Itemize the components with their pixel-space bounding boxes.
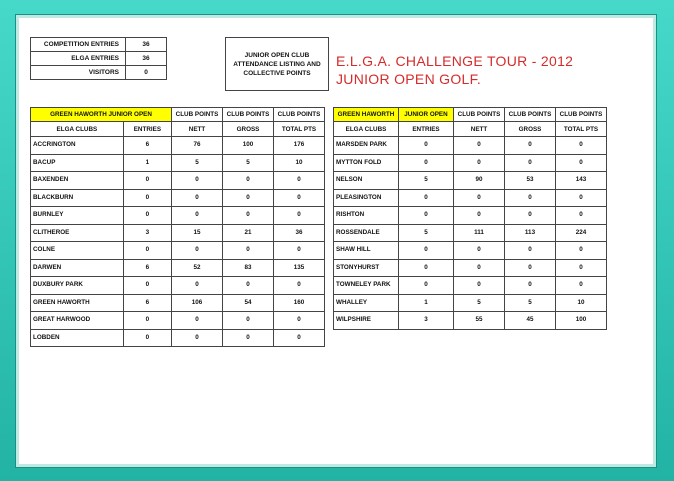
attendance-note-box [225, 37, 329, 91]
gross-cell: 0 [223, 207, 274, 225]
header-club: GREEN HAWORTH [334, 108, 399, 122]
table-row [31, 329, 325, 347]
entries-cell: 6 [123, 294, 171, 312]
table-row [31, 137, 325, 155]
table-row [334, 277, 607, 295]
entries-cell: 0 [123, 242, 171, 260]
summary-label: COMPETITION ENTRIES [31, 38, 126, 52]
table-row [31, 277, 325, 295]
entries-cell: 0 [399, 207, 454, 225]
club-name-cell: MYTTON FOLD [334, 154, 399, 172]
summary-label: VISITORS [31, 66, 126, 80]
table-row [31, 172, 325, 190]
gross-cell: 0 [223, 277, 274, 295]
summary-label: ELGA ENTRIES [31, 52, 126, 66]
title-line-1: E.L.G.A. CHALLENGE TOUR - 2012 [336, 53, 574, 69]
gross-cell: 0 [223, 312, 274, 330]
subheader-gross: GROSS [505, 122, 556, 137]
table-row [31, 312, 325, 330]
table-row [31, 224, 325, 242]
document-page [16, 15, 656, 467]
header-points: CLUB POINTS [505, 108, 556, 122]
gross-cell: 5 [223, 154, 274, 172]
gross-cell: 53 [505, 172, 556, 190]
nett-cell: 0 [454, 189, 505, 207]
gross-cell: 0 [223, 189, 274, 207]
document-title [336, 52, 573, 88]
total-cell: 0 [556, 137, 607, 155]
header-club: GREEN HAWORTH JUNIOR OPEN [31, 108, 172, 122]
header-points: CLUB POINTS [274, 108, 325, 122]
entries-cell: 1 [123, 154, 171, 172]
table-row [334, 189, 607, 207]
entries-cell: 6 [123, 259, 171, 277]
nett-cell: 106 [172, 294, 223, 312]
gross-cell: 0 [505, 137, 556, 155]
nett-cell: 0 [172, 312, 223, 330]
total-cell: 143 [556, 172, 607, 190]
nett-cell: 0 [454, 207, 505, 225]
gross-cell: 0 [505, 207, 556, 225]
gross-cell: 0 [223, 242, 274, 260]
gross-cell: 0 [505, 189, 556, 207]
entries-cell: 1 [399, 294, 454, 312]
club-name-cell: GREAT HARWOOD [31, 312, 124, 330]
club-name-cell: BACUP [31, 154, 124, 172]
nett-cell: 0 [172, 189, 223, 207]
nett-cell: 0 [454, 137, 505, 155]
header-points: CLUB POINTS [454, 108, 505, 122]
header-points: CLUB POINTS [556, 108, 607, 122]
entries-cell: 0 [399, 242, 454, 260]
subheader-entries: ENTRIES [399, 122, 454, 137]
nett-cell: 0 [454, 277, 505, 295]
gross-cell: 0 [223, 172, 274, 190]
nett-cell: 90 [454, 172, 505, 190]
header-row [31, 108, 325, 122]
header-row [334, 108, 607, 122]
entries-cell: 0 [123, 189, 171, 207]
total-cell: 0 [274, 312, 325, 330]
summary-row [31, 52, 167, 66]
club-name-cell: PLEASINGTON [334, 189, 399, 207]
nett-cell: 111 [454, 224, 505, 242]
club-name-cell: STONYHURST [334, 259, 399, 277]
gross-cell: 54 [223, 294, 274, 312]
nett-cell: 0 [454, 242, 505, 260]
total-cell: 0 [556, 189, 607, 207]
table-row [334, 242, 607, 260]
entries-cell: 0 [123, 329, 171, 347]
nett-cell: 52 [172, 259, 223, 277]
note-line: ATTENDANCE LISTING AND [233, 60, 321, 68]
club-name-cell: SHAW HILL [334, 242, 399, 260]
club-name-cell: LOBDEN [31, 329, 124, 347]
subheader-nett: NETT [454, 122, 505, 137]
club-name-cell: BAXENDEN [31, 172, 124, 190]
nett-cell: 0 [172, 329, 223, 347]
entries-cell: 3 [123, 224, 171, 242]
subheader-row [31, 122, 325, 137]
entries-cell: 0 [123, 312, 171, 330]
table-row [334, 172, 607, 190]
club-name-cell: ACCRINGTON [31, 137, 124, 155]
table-row [31, 189, 325, 207]
club-name-cell: DARWEN [31, 259, 124, 277]
total-cell: 160 [274, 294, 325, 312]
nett-cell: 0 [172, 277, 223, 295]
table-row [334, 224, 607, 242]
total-cell: 176 [274, 137, 325, 155]
total-cell: 0 [274, 242, 325, 260]
nett-cell: 76 [172, 137, 223, 155]
table-row [334, 137, 607, 155]
table-row [31, 259, 325, 277]
club-name-cell: BLACKBURN [31, 189, 124, 207]
right-results-table [333, 107, 607, 330]
table-row [31, 294, 325, 312]
entries-cell: 0 [123, 207, 171, 225]
gross-cell: 100 [223, 137, 274, 155]
total-cell: 0 [274, 172, 325, 190]
table-row [334, 207, 607, 225]
note-line: COLLECTIVE POINTS [243, 69, 311, 77]
club-name-cell: ROSSENDALE [334, 224, 399, 242]
header-points: CLUB POINTS [172, 108, 223, 122]
summary-row [31, 66, 167, 80]
total-cell: 0 [556, 207, 607, 225]
table-row [334, 294, 607, 312]
summary-value: 36 [126, 52, 167, 66]
note-line: JUNIOR OPEN CLUB [244, 51, 310, 59]
summary-value: 36 [126, 38, 167, 52]
subheader-total: TOTAL PTS [274, 122, 325, 137]
gross-cell: 113 [505, 224, 556, 242]
total-cell: 135 [274, 259, 325, 277]
gross-cell: 0 [223, 329, 274, 347]
nett-cell: 5 [172, 154, 223, 172]
total-cell: 100 [556, 312, 607, 330]
nett-cell: 55 [454, 312, 505, 330]
club-name-cell: NELSON [334, 172, 399, 190]
subheader-gross: GROSS [223, 122, 274, 137]
nett-cell: 0 [172, 207, 223, 225]
subheader-entries: ENTRIES [123, 122, 171, 137]
entries-cell: 3 [399, 312, 454, 330]
club-name-cell: BURNLEY [31, 207, 124, 225]
club-name-cell: COLNE [31, 242, 124, 260]
total-cell: 0 [274, 277, 325, 295]
total-cell: 0 [274, 207, 325, 225]
nett-cell: 5 [454, 294, 505, 312]
entries-cell: 0 [123, 277, 171, 295]
nett-cell: 0 [172, 172, 223, 190]
total-cell: 36 [274, 224, 325, 242]
club-name-cell: GREEN HAWORTH [31, 294, 124, 312]
total-cell: 0 [274, 329, 325, 347]
club-name-cell: WILPSHIRE [334, 312, 399, 330]
header-points: CLUB POINTS [223, 108, 274, 122]
entries-cell: 0 [399, 277, 454, 295]
total-cell: 10 [274, 154, 325, 172]
summary-value: 0 [126, 66, 167, 80]
entries-cell: 0 [399, 189, 454, 207]
table-row [334, 154, 607, 172]
table-row [334, 312, 607, 330]
gross-cell: 45 [505, 312, 556, 330]
total-cell: 0 [556, 259, 607, 277]
subheader-nett: NETT [172, 122, 223, 137]
table-row [334, 259, 607, 277]
gross-cell: 5 [505, 294, 556, 312]
total-cell: 0 [556, 242, 607, 260]
nett-cell: 0 [454, 154, 505, 172]
club-name-cell: MARSDEN PARK [334, 137, 399, 155]
table-row [31, 207, 325, 225]
nett-cell: 0 [172, 242, 223, 260]
club-name-cell: RISHTON [334, 207, 399, 225]
table-row [31, 154, 325, 172]
summary-row [31, 38, 167, 52]
entries-cell: 0 [399, 154, 454, 172]
entries-cell: 0 [123, 172, 171, 190]
subheader-row [334, 122, 607, 137]
gross-cell: 0 [505, 242, 556, 260]
total-cell: 0 [274, 189, 325, 207]
header-club-2: JUNIOR OPEN [399, 108, 454, 122]
gross-cell: 0 [505, 154, 556, 172]
title-line-2: JUNIOR OPEN GOLF. [336, 71, 482, 87]
gross-cell: 0 [505, 259, 556, 277]
summary-table [30, 37, 167, 80]
entries-cell: 0 [399, 259, 454, 277]
nett-cell: 15 [172, 224, 223, 242]
gross-cell: 0 [505, 277, 556, 295]
entries-cell: 0 [399, 137, 454, 155]
subheader-total: TOTAL PTS [556, 122, 607, 137]
subheader-club: ELGA CLUBS [31, 122, 124, 137]
entries-cell: 6 [123, 137, 171, 155]
gross-cell: 83 [223, 259, 274, 277]
nett-cell: 0 [454, 259, 505, 277]
left-results-table [30, 107, 325, 347]
gross-cell: 21 [223, 224, 274, 242]
entries-cell: 5 [399, 172, 454, 190]
club-name-cell: WHALLEY [334, 294, 399, 312]
table-row [31, 242, 325, 260]
club-name-cell: TOWNELEY PARK [334, 277, 399, 295]
total-cell: 0 [556, 277, 607, 295]
total-cell: 10 [556, 294, 607, 312]
total-cell: 0 [556, 154, 607, 172]
club-name-cell: CLITHEROE [31, 224, 124, 242]
total-cell: 224 [556, 224, 607, 242]
club-name-cell: DUXBURY PARK [31, 277, 124, 295]
entries-cell: 5 [399, 224, 454, 242]
subheader-club: ELGA CLUBS [334, 122, 399, 137]
